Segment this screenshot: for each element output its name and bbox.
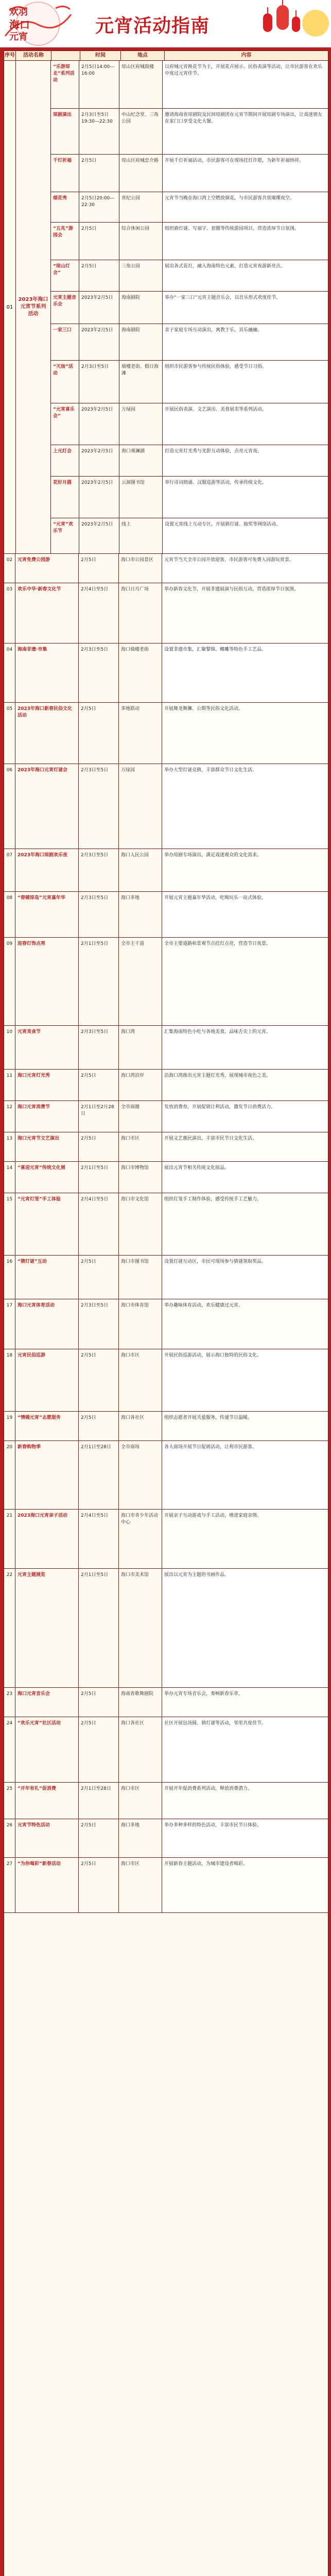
row-no: 14 [4, 1162, 15, 1193]
row-no: 09 [4, 938, 15, 1025]
sub-activity: 琼剧演出 [51, 109, 79, 154]
table-row [4, 554, 328, 583]
time-cell: 2月5日 [79, 1349, 119, 1411]
place-cell: 全市商圈 [119, 1101, 162, 1132]
content-cell: 元宵节当天全市公园开放迎客，市民游客可免费入园游玩赏景。 [162, 554, 328, 583]
table-row [4, 1132, 328, 1162]
group-1-row [51, 260, 328, 292]
time-cell: 2月1日至28日 [79, 1441, 119, 1509]
place-cell: 万绿园 [119, 403, 163, 445]
place-cell: 海口市公园景区 [119, 554, 162, 583]
time-cell: 2月5日 [79, 155, 119, 192]
group-1-row [51, 223, 328, 260]
content-cell: 以府城元宵换花节为主，开展花卉展示、民俗表演等活动，让市民游客在欢乐中度过元宵佳节。 [163, 61, 328, 108]
row-no: 23 [4, 1688, 15, 1717]
content-cell: 组织市民游客参与传统民俗体验，感受节日习俗。 [163, 361, 328, 403]
place-cell: 世纪公园 [119, 192, 163, 222]
header-place: 地点 [121, 51, 165, 60]
group-1-row [51, 477, 328, 518]
content-cell: 开展开年促消费系列活动，释放消费潜力。 [162, 1783, 328, 1819]
welcome-line3: 元宵 [9, 31, 28, 42]
row-activity: 2023海口元宵亲子活动 [15, 1510, 79, 1568]
time-cell: 2月4日至5日 [79, 1510, 119, 1568]
table-row [4, 1783, 328, 1819]
time-cell: 2023年2月5日 [79, 403, 119, 445]
row-activity: 海口元宵音乐会 [15, 1688, 79, 1717]
welcome-line1: 欢羽 [9, 7, 28, 18]
place-cell: 线上 [119, 518, 163, 553]
time-cell: 2月1日至28日 [79, 1783, 119, 1819]
group-1-rows [51, 61, 328, 553]
content-cell: 沿海口湾推出元宵主题灯光秀，展现城市夜色之美。 [162, 1070, 328, 1100]
time-cell: 2月3日至5日 [79, 849, 119, 891]
content-cell: 组织灯笼手工制作体验，感受传统手工艺魅力。 [162, 1193, 328, 1255]
page-title: 元宵活动指南 [95, 15, 210, 37]
place-cell: 海口市青少年活动中心 [119, 1510, 162, 1568]
place-cell: 多地联动 [119, 703, 162, 764]
simple-rows [4, 554, 328, 1913]
sub-activity: “灭烛”活动 [51, 361, 79, 403]
row-no: 22 [4, 1569, 15, 1687]
time-cell: 2月1日至5日 [79, 1162, 119, 1193]
place-cell: 海口市美术馆 [119, 1569, 162, 1687]
table-row [4, 1441, 328, 1510]
row-activity: “春暖琼岛”元宵嘉年华 [15, 892, 79, 937]
row-activity: “开年有礼”促消费 [15, 1783, 79, 1819]
row-activity: “元宵灯笼”手工体验 [15, 1193, 79, 1255]
place-cell: 海南剧院 [119, 292, 163, 324]
content-cell: 开展元宵主题嘉年华活动，吃喝玩乐一站式体验。 [162, 892, 328, 937]
time-cell: 2月5日 [79, 1717, 119, 1782]
row-no: 21 [4, 1510, 15, 1568]
table-row [4, 1569, 328, 1688]
time-cell: 2月3日至5日19:30—22:30 [79, 109, 119, 154]
row-no: 15 [4, 1193, 15, 1255]
content-cell: 组织猜灯谜、写福字、套圈等传统游园项目，营造浓厚节日氛围。 [163, 223, 328, 260]
place-cell: 海口日月广场 [119, 583, 162, 643]
table-row [4, 1070, 328, 1101]
place-cell: 万绿园 [119, 764, 162, 849]
content-cell: 举办“一家三口”元宵主题音乐会，以音乐形式欢度佳节。 [163, 292, 328, 324]
table-row [4, 1256, 328, 1299]
table-row [4, 1688, 328, 1717]
row-no: 18 [4, 1349, 15, 1411]
content-cell: 举办多种多样的特色活动，丰富市民节日体验。 [162, 1819, 328, 1857]
time-cell: 2月3日至5日 [79, 361, 119, 403]
row-activity: 2023年海口琼剧欢乐夜 [15, 849, 79, 891]
sub-activity: 一家三口 [51, 324, 79, 360]
time-cell: 2月3日至5日 [79, 1299, 119, 1349]
table-row [4, 1193, 328, 1256]
row-activity: “喜迎元宵”传统文化展 [15, 1162, 79, 1193]
time-cell: 2月1日至5日 [79, 938, 119, 1025]
row-activity: 海口元宵消费节 [15, 1101, 79, 1132]
group-1-row [51, 109, 328, 155]
row-no: 26 [4, 1819, 15, 1857]
row-activity: 海口元宵节文艺演出 [15, 1132, 79, 1161]
time-cell: 2月5日 [79, 1132, 119, 1161]
header-content: 内容 [241, 53, 252, 58]
time-cell: 2月1日至2月28日 [79, 1101, 119, 1132]
place-cell: 海口多地 [119, 1819, 162, 1857]
row-no: 16 [4, 1256, 15, 1299]
time-cell: 2月5日 [79, 260, 119, 291]
place-cell: 海口各社区 [119, 1412, 162, 1440]
row-activity: 海口元宵灯光秀 [15, 1070, 79, 1100]
time-cell: 2月4日至5日 [79, 583, 119, 643]
header-no: 序号 [4, 51, 16, 60]
place-cell: 全市主干道 [119, 938, 162, 1025]
table-row [4, 1299, 328, 1349]
place-cell: 中山纪念堂、三角公园 [119, 109, 163, 154]
group-1-row [51, 361, 328, 403]
row-activity: 2023年海口元宵灯谜会 [15, 764, 79, 849]
place-cell: 海口湾沿岸 [119, 1070, 162, 1100]
sub-activity: “琼山灯会” [51, 260, 79, 291]
place-cell: 云洞图书馆 [119, 477, 163, 518]
place-cell: 海口市区 [119, 1349, 162, 1411]
table-row [4, 1412, 328, 1441]
group-1-row [51, 155, 328, 192]
time-cell: 2月5日 [79, 1412, 119, 1440]
row-no: 12 [4, 1101, 15, 1132]
place-cell: 琼山区府城鼓楼 [119, 61, 163, 108]
row-activity: 元宵主题展览 [15, 1569, 79, 1687]
festival-decor-icon [254, 0, 331, 47]
group-1 [4, 61, 328, 554]
row-activity: “为你喝彩”新春活动 [15, 1858, 79, 1912]
place-cell: 海口湾 [119, 1026, 162, 1069]
row-no: 19 [4, 1412, 15, 1440]
content-cell: 设置灯谜互动区，市民可现场参与猜谜领取奖品。 [162, 1256, 328, 1299]
table-row [4, 1026, 328, 1070]
time-cell: 2月5日 [79, 1688, 119, 1717]
sub-activity: “乐游琼北”系列活动 [51, 61, 79, 108]
place-cell: 海口各社区 [119, 1717, 162, 1782]
place-cell: 海口人民公园 [119, 849, 162, 891]
place-cell: 全市商场 [119, 1441, 162, 1509]
place-cell: 海口市区 [119, 1132, 162, 1161]
time-cell: 2023年2月5日 [79, 477, 119, 518]
header-banner [0, 0, 331, 47]
sub-activity: 千灯祈福 [51, 155, 79, 192]
time-cell: 2023年2月5日 [79, 324, 119, 360]
row-activity: 海南非遗·市集 [15, 643, 79, 702]
table-header [4, 51, 328, 61]
sub-activity: 元宵主题音乐会 [51, 292, 79, 324]
row-no: 03 [4, 583, 15, 643]
content-cell: 举办新春文化节，开展非遗展演与民俗互动，营造浓厚节日氛围。 [162, 583, 328, 643]
table-row [4, 938, 328, 1026]
content-cell: 举办元宵专场音乐会，奏响新春乐章。 [162, 1688, 328, 1717]
group-1-row [51, 403, 328, 445]
row-activity: 欢乐中华·新春文化节 [15, 583, 79, 643]
place-cell: 海口市图书馆 [119, 1256, 162, 1299]
row-no: 05 [4, 703, 15, 764]
group-1-row [51, 292, 328, 324]
table-row [4, 1162, 328, 1193]
header-sub [51, 51, 80, 60]
place-cell: 海口市文化馆 [119, 1193, 162, 1255]
row-no: 08 [4, 892, 15, 937]
place-cell: 三角公园 [119, 260, 163, 291]
table-row [4, 1819, 328, 1858]
place-cell: 海口市区 [119, 1858, 162, 1912]
group-1-row [51, 518, 328, 553]
row-activity: 元宵节特色活动 [15, 1819, 79, 1857]
welcome-line2: 海口 [9, 19, 30, 31]
row-activity: 2023年海口新春民俗文化活动 [15, 703, 79, 764]
row-activity: 迎春灯饰点亮 [15, 938, 79, 1025]
row-no: 27 [4, 1858, 15, 1912]
group-1-activity: 2023年海口元宵节系列活动 [16, 61, 51, 553]
row-activity: 元宵美食节 [15, 1026, 79, 1069]
content-cell: 开展民俗表演、文艺演出、美食展卖等系列活动。 [163, 403, 328, 445]
group-1-row [51, 445, 328, 477]
content-cell: 发放消费券，开展促销让利活动，激发节日消费活力。 [162, 1101, 328, 1132]
content-cell: 开展文艺惠民演出，丰富市民节日文化生活。 [162, 1132, 328, 1161]
row-no: 17 [4, 1299, 15, 1349]
table-row [4, 1510, 328, 1569]
time-cell: 2月3日至5日 [79, 892, 119, 937]
time-cell: 2月3日至5日 [79, 643, 119, 702]
time-cell: 2月4日至5日 [79, 1193, 119, 1255]
content-cell: 开展亲子互动游戏与手工活动，增进家庭亲情。 [162, 1510, 328, 1568]
sub-activity: “五兆”游园会 [51, 223, 79, 260]
content-cell: 开展千灯祈福活动，市民游客可在现场挂灯许愿，为新年祈福纳祥。 [163, 155, 328, 192]
table-row [4, 703, 328, 764]
table-row [4, 764, 328, 849]
place-cell: 海口多地 [119, 892, 162, 937]
content-cell: 全市主要道路和景观节点挂灯点亮，营造节日夜景。 [162, 938, 328, 1025]
sub-activity: “元宵喜乐会” [51, 403, 79, 445]
content-cell: 元宵节当晚在海口湾上空燃放烟花，与市民游客共赏璀璨夜空。 [163, 192, 328, 222]
row-activity: “欢乐元宵”社区活动 [15, 1717, 79, 1782]
table-row [4, 1101, 328, 1132]
table-row [4, 1858, 328, 1913]
content-cell: 展出各式花灯，融入海南特色元素，打造元宵夜游新亮点。 [163, 260, 328, 291]
row-no: 24 [4, 1717, 15, 1782]
content-cell: 汇集海南特色小吃与各地美食，品味舌尖上的元宵。 [162, 1026, 328, 1069]
content-cell: 开展新春主题活动，为城市建设者喝彩。 [162, 1858, 328, 1912]
row-no: 20 [4, 1441, 15, 1509]
time-cell: 2月5日 [79, 1256, 119, 1299]
content-cell: 社区开展包汤圆、猜灯谜等活动，邻里共度佳节。 [162, 1717, 328, 1782]
time-cell: 2023年2月5日 [79, 445, 119, 476]
sub-activity: 上元灯会 [51, 445, 79, 476]
time-cell: 2月5日 [79, 1070, 119, 1100]
row-activity: 元宵民俗巡游 [15, 1349, 79, 1411]
sub-activity: 烟花秀 [51, 192, 79, 222]
row-activity: 元宵免费公园游 [15, 554, 79, 583]
table-row [4, 1349, 328, 1412]
place-cell: 综合休闲公园 [119, 223, 163, 260]
row-activity: “猜灯谜”互动 [15, 1256, 79, 1299]
time-cell: 2月1日至5日 [79, 1569, 119, 1687]
time-cell: 2月5日 [79, 1858, 119, 1912]
row-no: 25 [4, 1783, 15, 1819]
time-cell: 2月5日20:00—22:30 [79, 192, 119, 222]
time-cell: 2月5日 [79, 703, 119, 764]
table-row [4, 643, 328, 703]
place-cell: 海南剧院 [119, 324, 163, 360]
content-cell: 开展民俗巡游活动，展示海口独特的民俗文化。 [162, 1349, 328, 1411]
place-cell: 海口骑楼老街 [119, 643, 162, 702]
time-cell: 2月3日至5日 [79, 764, 119, 849]
time-cell: 2月5日 [79, 554, 119, 583]
place-cell: 海南省歌舞剧院 [119, 1688, 162, 1717]
time-cell: 2023年2月5日 [79, 292, 119, 324]
table-row [4, 892, 328, 938]
place-cell: 骑楼老街、假日海滩 [119, 361, 163, 403]
row-no: 02 [4, 554, 15, 583]
content-cell: 各大商场开展节日促销活动，让利市民游客。 [162, 1441, 328, 1509]
sub-activity: “元宵”欢乐节 [51, 518, 79, 553]
group-1-row [51, 61, 328, 109]
row-no: 13 [4, 1132, 15, 1161]
content-cell: 开展舞龙舞狮、公期等民俗文化活动。 [162, 703, 328, 764]
content-cell: 举行诗词朗诵、汉服巡游等活动，传承传统文化。 [163, 477, 328, 518]
content-cell: 举办趣味体育活动，欢乐健康过元宵。 [162, 1299, 328, 1349]
content-cell: 邀请海南省琼剧院及民间琼剧团在元宵节期间开展琼剧专场演出，让戏迷朋友在家门口享受文化大餐。 [163, 109, 328, 154]
row-activity: “情暖元宵”志愿服务 [15, 1412, 79, 1440]
row-no: 04 [4, 643, 15, 702]
time-cell: 2023年2月5日 [79, 518, 119, 553]
welcome-text-block [9, 6, 71, 43]
row-no: 10 [4, 1026, 15, 1069]
place-cell: 琼山区府城忠介路 [119, 155, 163, 192]
content-cell: 设置元宵线上互动专区，开展猜灯谜、抽奖等网络活动。 [163, 518, 328, 553]
content-cell: 打造元宵灯光秀与光影互动体验，点亮元宵夜。 [163, 445, 328, 476]
content-cell: 设置非遗市集，汇聚黎锦、椰雕等特色手工艺品。 [162, 643, 328, 702]
place-cell: 海口观澜湖 [119, 445, 163, 476]
header-activity: 活动名称 [16, 51, 51, 60]
content-cell: 举办琼剧专场演出，满足戏迷观众的文化需求。 [162, 849, 328, 891]
place-cell: 海口市博物馆 [119, 1162, 162, 1193]
content-cell: 展出元宵节相关传统文化展品。 [162, 1162, 328, 1193]
sub-activity: 花好月圆 [51, 477, 79, 518]
row-no: 11 [4, 1070, 15, 1100]
place-cell: 海口市区 [119, 1783, 162, 1819]
table-row [4, 1717, 328, 1783]
place-cell: 海口市体育馆 [119, 1299, 162, 1349]
row-no: 07 [4, 849, 15, 891]
content-cell: 举办大型灯谜竞猜，丰富群众节日文化生活。 [162, 764, 328, 849]
time-cell: 2月3日至5日 [79, 1026, 119, 1069]
table-rows [4, 61, 328, 1913]
row-no: 06 [4, 764, 15, 849]
group-1-row [51, 324, 328, 361]
time-cell: 2月5日 [79, 223, 119, 260]
content-cell: 展出以元宵为主题的书画作品。 [162, 1569, 328, 1687]
group-1-no: 01 [4, 61, 16, 553]
time-cell: 2月5日14:00—16:00 [79, 61, 119, 108]
content-cell: 组织志愿者开展关爱服务，传递节日温暖。 [162, 1412, 328, 1440]
activity-table [4, 50, 328, 2576]
group-1-row [51, 192, 328, 223]
row-activity: 新春购物季 [15, 1441, 79, 1509]
table-row [4, 583, 328, 643]
content-cell: 亲子家庭专场互动演出，寓教于乐，其乐融融。 [163, 324, 328, 360]
table-row [4, 849, 328, 892]
header-time: 时间 [80, 51, 121, 60]
row-activity: 海口元宵体育活动 [15, 1299, 79, 1349]
time-cell: 2月5日 [79, 1819, 119, 1857]
